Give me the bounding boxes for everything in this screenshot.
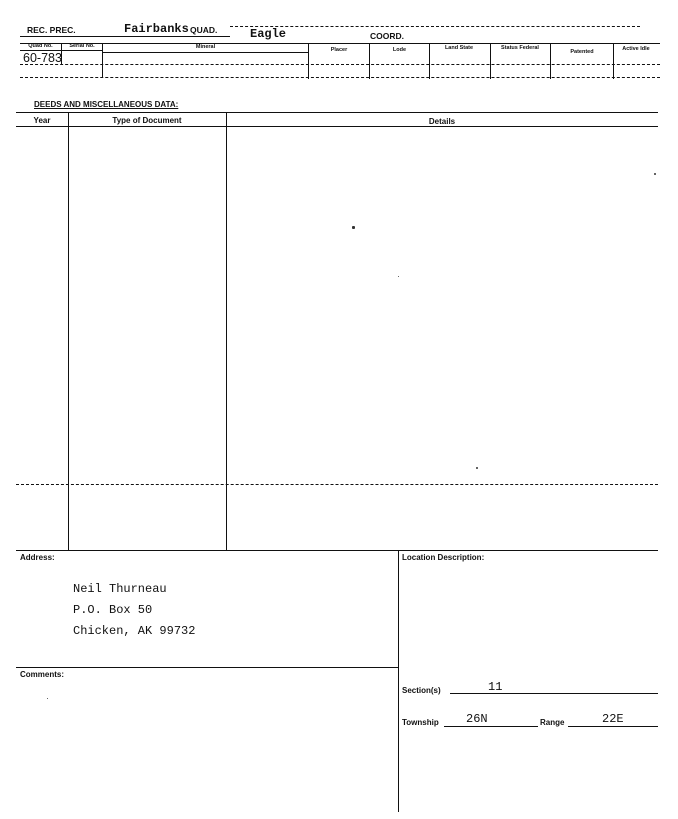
- bottom-section-top-rule: [16, 550, 658, 551]
- col-quad-no: Quad No.: [28, 43, 53, 49]
- township-underline: [444, 726, 538, 727]
- address-label: Address:: [20, 553, 55, 562]
- address-line-2: P.O. Box 50: [73, 603, 153, 617]
- deeds-dashed-rule: [16, 484, 658, 485]
- deeds-section-title: DEEDS AND MISCELLANEOUS DATA:: [34, 100, 179, 109]
- mineral-sub-rule: [102, 52, 308, 53]
- range-underline: [568, 726, 658, 727]
- bottom-section-divider: [398, 550, 399, 812]
- header-divider: [550, 43, 551, 79]
- quad-value: Fairbanks: [124, 22, 189, 36]
- col-mineral: Mineral: [195, 44, 216, 50]
- rec-prec-label: REC. PREC.: [27, 25, 76, 35]
- location-description-label: Location Description:: [402, 553, 485, 562]
- section-label: Section(s): [402, 686, 441, 695]
- deeds-col-details: Details: [428, 117, 456, 126]
- section-underline: [450, 693, 658, 694]
- stray-mark: [47, 698, 48, 699]
- col-patented: Patented: [570, 49, 594, 55]
- quad-name: Eagle: [250, 27, 287, 41]
- header-divider: [429, 43, 430, 79]
- coord-label: COORD.: [370, 31, 404, 41]
- deeds-table-top-rule: [16, 112, 658, 113]
- township-value: 26N: [466, 712, 488, 726]
- range-label: Range: [540, 718, 565, 727]
- address-line-1: Neil Thurneau: [73, 582, 167, 596]
- header-top-dashed-rule: [230, 26, 640, 27]
- stray-mark: [476, 467, 478, 469]
- comments-label: Comments:: [20, 670, 65, 679]
- header-upper-rule: [20, 36, 230, 37]
- stray-mark: [352, 226, 355, 229]
- stray-mark: [654, 173, 656, 175]
- header-bottom-dashed-rule: [20, 77, 660, 78]
- col-serial-no: Serial No.: [69, 43, 95, 49]
- section-value: 11: [488, 680, 503, 694]
- stray-mark: [398, 276, 399, 277]
- deeds-col-year: Year: [33, 116, 51, 125]
- deeds-header-rule: [16, 126, 658, 127]
- col-status-federal: Status Federal: [501, 45, 539, 51]
- deeds-col-type: Type of Document: [112, 116, 182, 125]
- header-divider: [613, 43, 614, 79]
- header-divider: [490, 43, 491, 79]
- col-active-idle: Active Idle: [622, 46, 650, 52]
- header-column-top-rule: [20, 43, 660, 44]
- col-placer: Placer: [330, 47, 348, 53]
- col-land-state: Land State: [444, 45, 474, 51]
- address-line-3: Chicken, AK 99732: [73, 624, 196, 638]
- address-comments-rule: [16, 667, 398, 668]
- range-value: 22E: [602, 712, 624, 726]
- header-mid-dashed-rule: [20, 64, 660, 65]
- col-lode: Lode: [392, 47, 407, 53]
- quad-label: QUAD.: [190, 25, 218, 35]
- serial-value: 60-783: [23, 51, 62, 65]
- township-label: Township: [402, 718, 439, 727]
